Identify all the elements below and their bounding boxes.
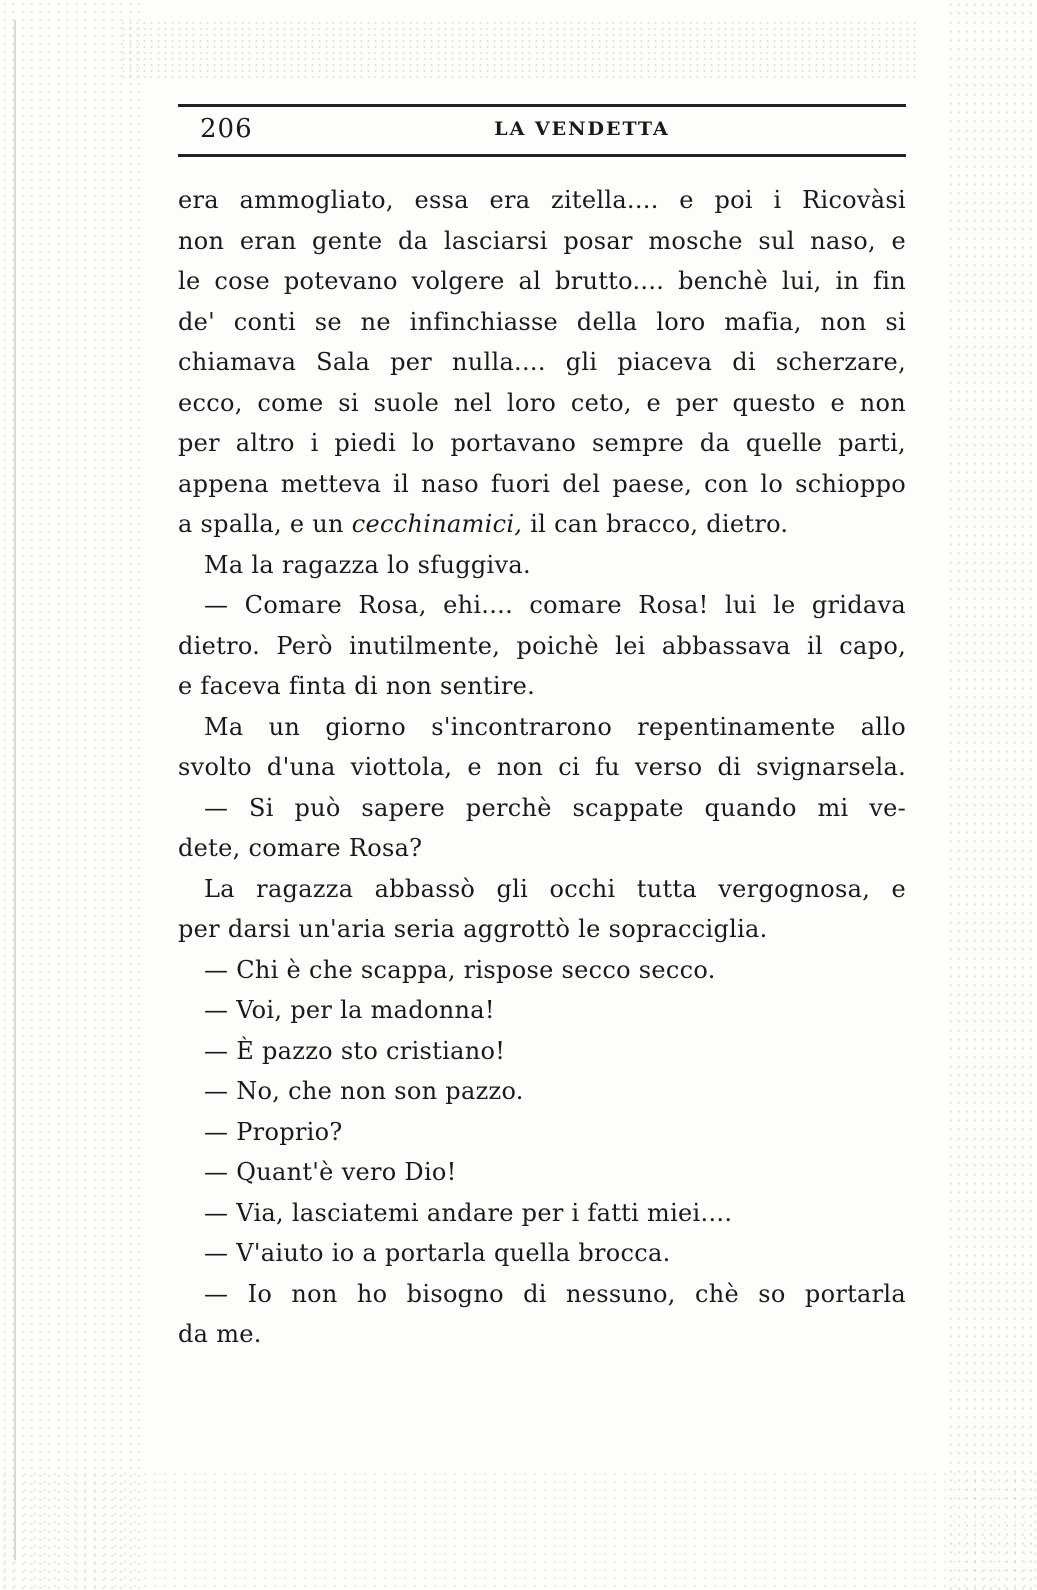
scan-noise-top bbox=[120, 20, 920, 80]
text-line: dete, comare Rosa? bbox=[178, 834, 423, 862]
text-line: — Voi, per la madonna! bbox=[204, 996, 495, 1024]
text-line bbox=[178, 504, 906, 545]
scan-noise-left bbox=[0, 0, 140, 1590]
text-line: — Io non ho bisogno di nessuno, chè so portarla bbox=[204, 1279, 906, 1308]
text-line: — Chi è che scappa, rispose secco secco. bbox=[204, 955, 716, 984]
text-fragment: il can bracco, dietro. bbox=[530, 510, 789, 538]
text-line: — V'aiuto io a portarla quella brocca. bbox=[204, 1239, 671, 1267]
text-line: ecco, come si suole nel loro ceto, e per questo e non bbox=[178, 388, 906, 417]
page-header bbox=[178, 104, 906, 160]
text-line: de' conti se ne infinchiasse della loro mafia, non si bbox=[178, 307, 906, 336]
scan-noise-right bbox=[947, 0, 1037, 1590]
text-line: per darsi un'aria seria aggrottò le sopracciglia. bbox=[178, 915, 768, 943]
italic-term: cecchinamici, bbox=[351, 510, 523, 538]
text-line: — Proprio? bbox=[204, 1117, 343, 1146]
text-line: — Quant'è vero Dio! bbox=[204, 1158, 457, 1186]
text-line: La ragazza abbassò gli occhi tutta vergognosa, e bbox=[204, 874, 906, 903]
scan-edge-line bbox=[14, 20, 16, 1560]
text-line: svolto d'una viottola, e non ci fu verso di svignarsela. bbox=[178, 753, 906, 781]
text-line: Ma un giorno s'incontrarono repentinamente allo bbox=[204, 712, 906, 741]
text-line: — Via, lasciatemi andare per i fatti miei.... bbox=[204, 1198, 733, 1227]
text-line: per altro i piedi lo portavano sempre da quelle parti, bbox=[178, 429, 906, 457]
text-line: e faceva finta di non sentire. bbox=[178, 672, 536, 700]
body-text bbox=[178, 180, 906, 1355]
running-title: LA VENDETTA bbox=[494, 118, 670, 140]
text-line: — No, che non son pazzo. bbox=[204, 1077, 524, 1105]
header-rule-top bbox=[178, 104, 906, 107]
page-number: 206 bbox=[200, 114, 253, 144]
text-line: le cose potevano volgere al brutto.... benchè lui, in fin bbox=[178, 267, 906, 295]
text-line: da me. bbox=[178, 1320, 262, 1348]
text-fragment: a spalla, e un bbox=[178, 510, 344, 538]
text-line: — Comare Rosa, ehi.... comare Rosa! lui le gridava bbox=[204, 591, 906, 619]
text-line: Ma la ragazza lo sfuggiva. bbox=[204, 550, 531, 579]
scan-noise-bottom bbox=[0, 1470, 1037, 1590]
text-line: dietro. Però inutilmente, poichè lei abbassava il capo, bbox=[178, 631, 906, 660]
text-line: era ammogliato, essa era zitella.... e poi i Ricovàsi bbox=[178, 186, 906, 214]
text-line: — Si può sapere perchè scappate quando mi ve- bbox=[204, 793, 906, 822]
text-line: non eran gente da lasciarsi posar mosche sul naso, e bbox=[178, 226, 906, 255]
header-rule-bottom bbox=[178, 154, 906, 157]
text-line: — È pazzo sto cristiano! bbox=[204, 1036, 506, 1065]
text-line: chiamava Sala per nulla.... gli piaceva di scherzare, bbox=[178, 348, 906, 376]
text-line: appena metteva il naso fuori del paese, con lo schioppo bbox=[178, 469, 906, 498]
